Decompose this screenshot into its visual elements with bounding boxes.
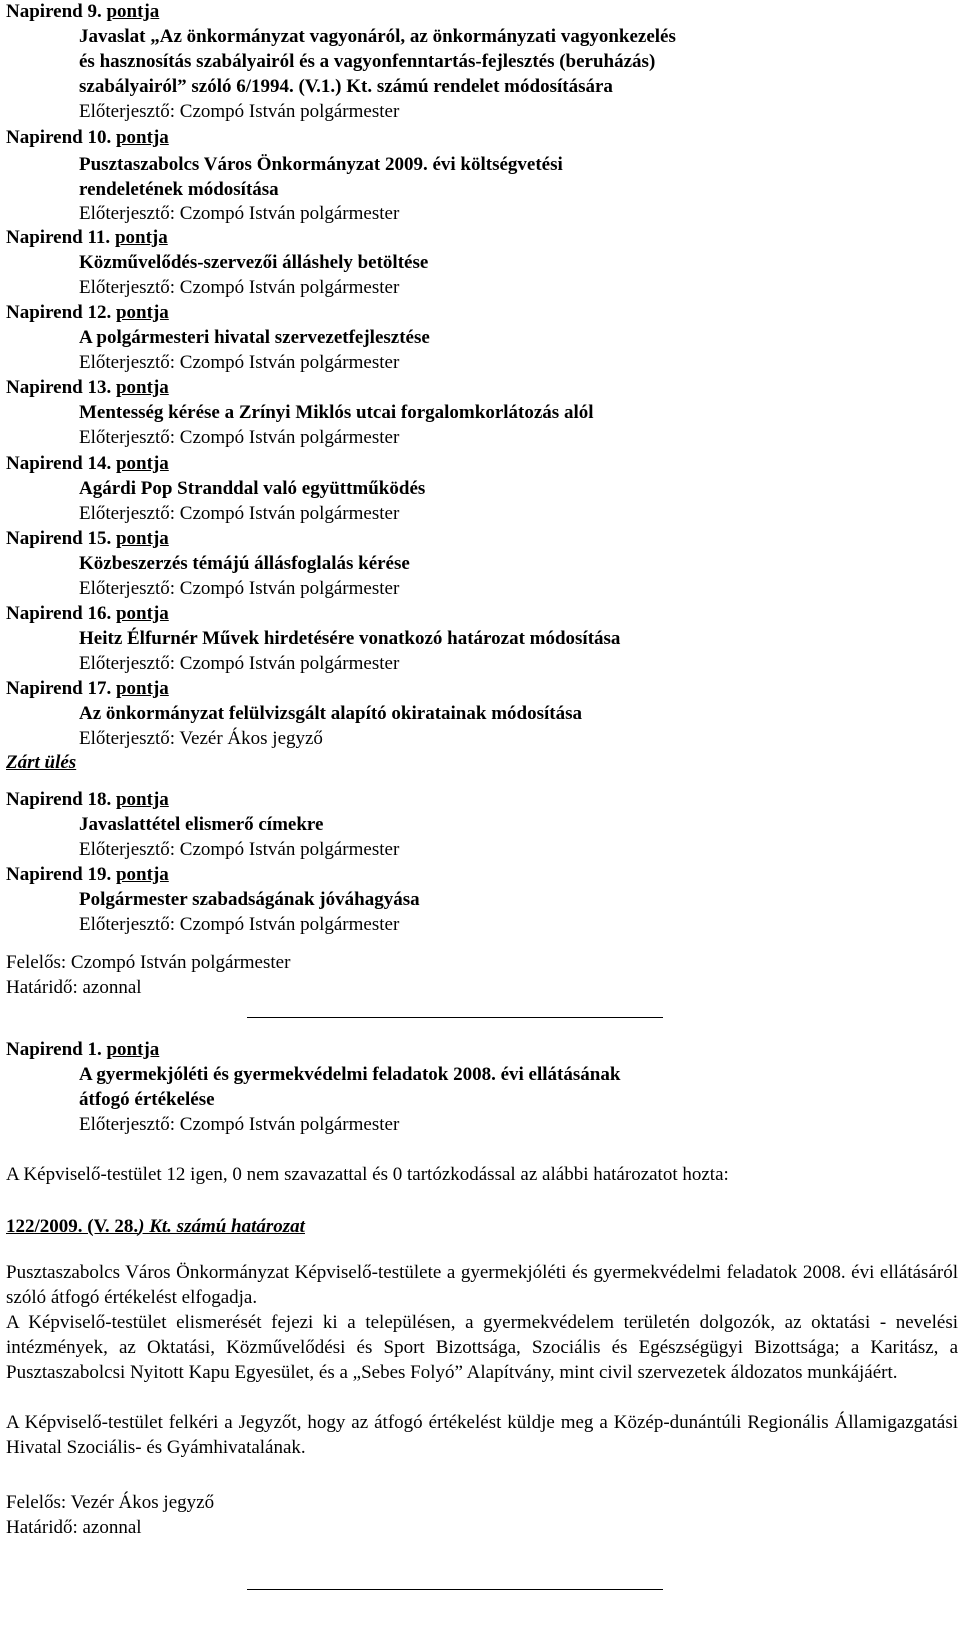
agenda-number: Napirend 9. pontja (6, 1, 160, 22)
separator-rule (247, 1017, 663, 1018)
deadline-line: Határidő: azonnal (6, 1517, 142, 1538)
agenda-title: Heitz Élfurnér Művek hirdetésére vonatkozó határozat módosítása (79, 628, 621, 649)
agenda-number: Napirend 12. pontja (6, 302, 169, 323)
responsible-line: Felelős: Czompó István polgármester (6, 952, 291, 973)
agenda-title: Közbeszerzés témájú állásfoglalás kérése (79, 553, 410, 574)
presenter-line: Előterjesztő: Czompó István polgármester (79, 277, 400, 298)
agenda-title: Közművelődés-szervezői álláshely betöltése (79, 252, 429, 273)
agenda-number: Napirend 1. pontja (6, 1039, 160, 1060)
presenter-line: Előterjesztő: Czompó István polgármester (79, 101, 400, 122)
agenda-title: Mentesség kérése a Zrínyi Miklós utcai forgalomkorlátozás alól (79, 402, 594, 423)
agenda-title: Polgármester szabadságának jóváhagyása (79, 889, 420, 910)
presenter-line: Előterjesztő: Czompó István polgármester (79, 839, 400, 860)
presenter-line: Előterjesztő: Vezér Ákos jegyző (79, 728, 323, 749)
vote-text: A Képviselő-testület 12 igen, 0 nem szavazattal és 0 tartózkodással az alábbi határozatot hozta: (6, 1164, 729, 1185)
agenda-number: Napirend 11. pontja (6, 227, 168, 248)
agenda-title: Javaslattétel elismerő címekre (79, 814, 324, 835)
presenter-line: Előterjesztő: Czompó István polgármester (79, 653, 400, 674)
agenda-number: Napirend 14. pontja (6, 453, 169, 474)
presenter-line: Előterjesztő: Czompó István polgármester (79, 503, 400, 524)
presenter-line: Előterjesztő: Czompó István polgármester (79, 352, 400, 373)
closed-session-heading: Zárt ülés (6, 752, 77, 773)
agenda-number: Napirend 16. pontja (6, 603, 169, 624)
agenda-number: Napirend 19. pontja (6, 864, 169, 885)
resolution-paragraph: A Képviselő-testület felkéri a Jegyzőt, hogy az átfogó értékelést küldje meg a Közép-dunántúli Regionális Államigazgatási Hivatal Szociális- és Gyámhivatalának. (6, 1412, 958, 1458)
agenda-number: Napirend 17. pontja (6, 678, 169, 699)
agenda-number: Napirend 15. pontja (6, 528, 169, 549)
deadline-line: Határidő: azonnal (6, 977, 142, 998)
presenter-line: Előterjesztő: Czompó István polgármester (79, 203, 400, 224)
agenda-title: rendeletének módosítása (79, 179, 279, 200)
presenter-line: Előterjesztő: Czompó István polgármester (79, 578, 400, 599)
agenda-title: A gyermekjóléti és gyermekvédelmi feladatok 2008. évi ellátásának (79, 1064, 621, 1085)
presenter-line: Előterjesztő: Czompó István polgármester (79, 1114, 400, 1135)
resolution-paragraph: Pusztaszabolcs Város Önkormányzat Képviselő-testülete a gyermekjóléti és gyermekvédelmi feladatok 2008. évi ellátásáról szóló átfogó értékelést elfogadja. (6, 1262, 958, 1308)
presenter-line: Előterjesztő: Czompó István polgármester (79, 427, 400, 448)
agenda-title: A polgármesteri hivatal szervezetfejlesztése (79, 327, 430, 348)
resolution-number: 122/2009. (V. 28.) Kt. számú határozat (6, 1216, 305, 1237)
agenda-number: Napirend 13. pontja (6, 377, 169, 398)
agenda-title: Pusztaszabolcs Város Önkormányzat 2009. évi költségvetési (79, 154, 563, 175)
resolution-paragraph: A Képviselő-testület elismerését fejezi ki a településen, a gyermekvédelem területén dolgozók, az oktatási - nevelési intézmények, az Oktatási, Közművelődési és Sport Bizottsága, Szociális és Egészségügyi Bizottsága; a Karitász, a Pusztaszabolcsi Nyitott Kapu Egyesület, és a „Sebes Folyó” Alapítvány, mint civil szervezetek áldozatos munkájáért. (6, 1312, 958, 1383)
agenda-title: Az önkormányzat felülvizsgált alapító okiratainak módosítása (79, 703, 582, 724)
agenda-title: szabályairól” szóló 6/1994. (V.1.) Kt. számú rendelet módosítására (79, 76, 613, 97)
agenda-number: Napirend 10. pontja (6, 127, 169, 148)
presenter-line: Előterjesztő: Czompó István polgármester (79, 914, 400, 935)
separator-rule (247, 1589, 663, 1590)
agenda-title: átfogó értékelése (79, 1089, 215, 1110)
responsible-line: Felelős: Vezér Ákos jegyző (6, 1492, 215, 1513)
agenda-number: Napirend 18. pontja (6, 789, 169, 810)
agenda-title: Agárdi Pop Stranddal való együttműködés (79, 478, 426, 499)
agenda-title: és hasznosítás szabályairól és a vagyonfenntartás-fejlesztés (beruházás) (79, 51, 656, 72)
agenda-title: Javaslat „Az önkormányzat vagyonáról, az önkormányzati vagyonkezelés (79, 26, 676, 47)
